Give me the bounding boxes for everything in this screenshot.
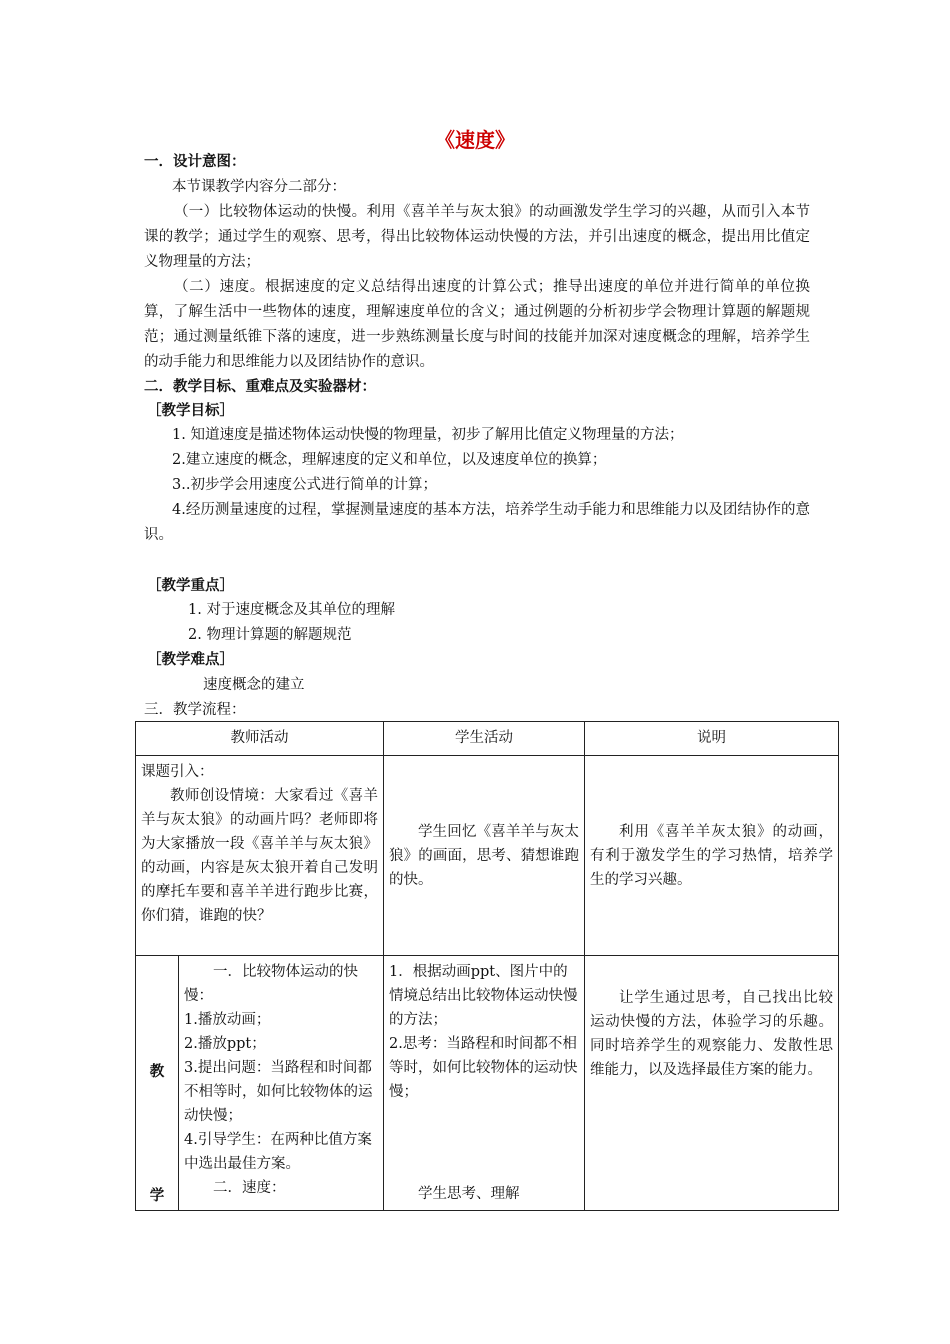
intro-teacher-text: 教师创设情境：大家看过《喜羊羊与灰太狼》的动画片吗？老师即将为大家播放一段《喜羊羊与灰太狼》的动画，内容是灰太狼开着自己发明的摩托车要和喜羊羊进行跑步比赛，你们猜，谁跑的快？ bbox=[141, 788, 378, 924]
intro-title: 课题引入： bbox=[141, 764, 214, 780]
compare-note-text: 让学生通过思考，自己找出比较运动快慢的方法，体验学习的乐趣。同时培养学生的观察能力、发散性思维能力，以及选择最佳方案的能力。 bbox=[590, 990, 833, 1078]
header-teacher-activity: 教师活动 bbox=[136, 722, 384, 756]
difficulty-label: ［教学难点］ bbox=[147, 652, 234, 668]
key-point-item: 2. 物理计算题的解题规范 bbox=[188, 627, 352, 643]
cell-note-intro bbox=[585, 756, 839, 956]
teacher-line: 2.播放ppt； bbox=[184, 1036, 266, 1052]
key-point-item: 1. 对于速度概念及其单位的理解 bbox=[188, 602, 395, 618]
side-label-top: 教 bbox=[149, 1064, 165, 1080]
intro-note-text: 利用《喜羊羊灰太狼》的动画，有利于激发学生的学习热情，培养学生的学习兴趣。 bbox=[590, 823, 833, 888]
cell-teacher-compare bbox=[179, 956, 384, 1211]
header-note: 说明 bbox=[585, 722, 839, 756]
teacher-line: 一．比较物体运动的快慢： bbox=[184, 964, 358, 1004]
table-header-row bbox=[136, 722, 839, 756]
intro-student-text: 学生回忆《喜羊羊与灰太狼》的画面，思考、猜想谁跑的快。 bbox=[389, 823, 579, 888]
section-heading-goals: 二．教学目标、重难点及实验器材： bbox=[144, 379, 376, 395]
design-part-1: （一）比较物体运动的快慢。利用《喜羊羊与灰太狼》的动画激发学生学习的兴趣，从而引入本节课的教学；通过学生的观察、思考，得出比较物体运动快慢的方法，并引出速度的概念，提出用比值定义物理量的方法； bbox=[144, 204, 810, 270]
design-intro: 本节课教学内容分二部分： bbox=[172, 179, 346, 195]
student-line: 2.思考：当路程和时间都不相等时，如何比较物体的运动快慢； bbox=[389, 1036, 578, 1100]
cell-side-label bbox=[136, 956, 179, 1211]
key-points-label: ［教学重点］ bbox=[147, 578, 234, 594]
design-part-2: （二）速度。根据速度的定义总结得出速度的计算公式；推导出速度的单位并进行简单的单位换算，了解生活中一些物体的速度，理解速度单位的含义；通过例题的分析初步学会物理计算题的解题规范；通过测量纸锥下落的速度，进一步熟练测量长度与时间的技能并加深对速度概念的理解，培养学生的动手能力和思维能力以及团结协作的意识。 bbox=[144, 279, 810, 370]
document-title: 《速度》 bbox=[435, 128, 515, 152]
goal-item: 1. 知道速度是描述物体运动快慢的物理量，初步了解用比值定义物理量的方法； bbox=[172, 427, 684, 443]
section-heading-flow: 三．教学流程： bbox=[144, 702, 246, 718]
goal-item: 4.经历测量速度的过程，掌握测量速度的基本方法，培养学生动手能力和思维能力以及团结协作的意识。 bbox=[144, 502, 810, 543]
goal-item: 3..初步学会用速度公式进行简单的计算； bbox=[172, 477, 437, 493]
teacher-line: 二．速度： bbox=[213, 1180, 286, 1196]
teacher-line: 4.引导学生：在两种比值方案中选出最佳方案。 bbox=[184, 1132, 372, 1172]
goal-item: 2.建立速度的概念，理解速度的定义和单位，以及速度单位的换算； bbox=[172, 452, 607, 468]
goals-label: ［教学目标］ bbox=[147, 403, 234, 419]
teacher-line: 1.播放动画； bbox=[184, 1012, 271, 1028]
section-heading-design: 一．设计意图： bbox=[144, 154, 246, 170]
cell-student-intro bbox=[384, 756, 585, 956]
teaching-flow-table bbox=[135, 721, 839, 1211]
teacher-line: 3.提出问题：当路程和时间都不相等时，如何比较物体的运动快慢； bbox=[184, 1060, 373, 1124]
cell-teacher-intro bbox=[136, 756, 384, 956]
cell-note-compare bbox=[585, 956, 839, 1211]
student-line: 1．根据动画ppt、图片中的情境总结出比较物体运动快慢的方法； bbox=[389, 964, 578, 1028]
header-student-activity: 学生活动 bbox=[384, 722, 585, 756]
table-row bbox=[136, 756, 839, 956]
table-row bbox=[136, 956, 839, 1211]
side-label-bottom: 学 bbox=[149, 1188, 165, 1204]
cell-student-compare bbox=[384, 956, 585, 1211]
student-bottom-text: 学生思考、理解 bbox=[418, 1186, 520, 1202]
difficulty-text: 速度概念的建立 bbox=[203, 677, 305, 693]
